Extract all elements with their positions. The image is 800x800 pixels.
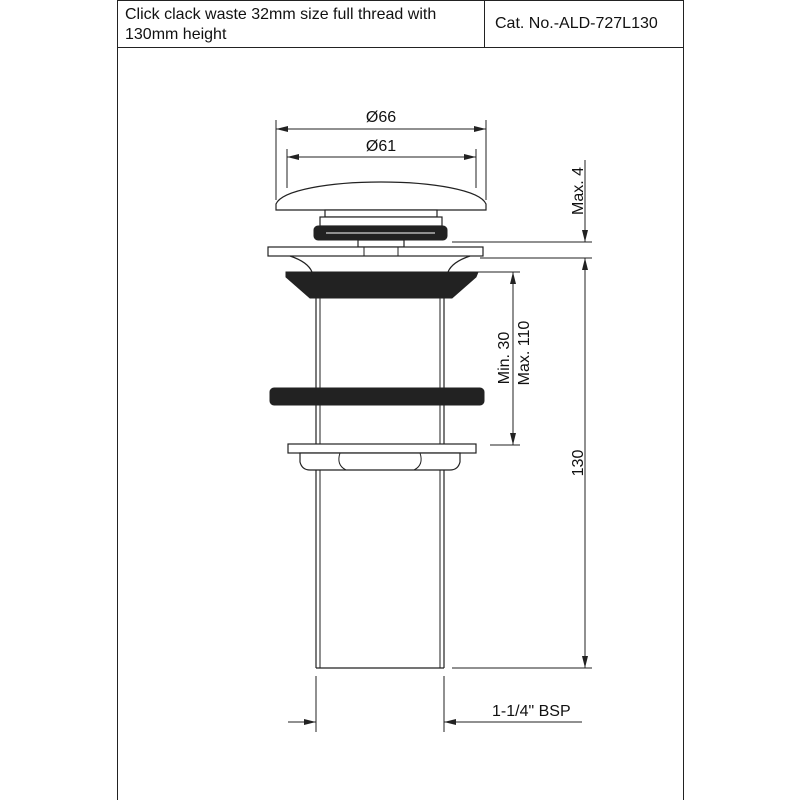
cap-neck (325, 210, 437, 217)
arrowhead-id-left (287, 154, 299, 160)
arrowhead-od-left (276, 126, 288, 132)
arrowhead-clamp-bottom (510, 433, 516, 445)
cap-collar (320, 217, 442, 226)
flange-plate (268, 247, 483, 256)
arrowhead-clamp-top (510, 272, 516, 284)
label-clamp-max: Max. 110 (516, 320, 533, 386)
flange-gasket (286, 272, 478, 298)
product-title-line-2: 130mm height (125, 26, 227, 43)
lock-nut (300, 453, 460, 470)
arrowhead-cap-gap (582, 230, 588, 242)
arrowhead-height-bottom (582, 656, 588, 668)
arrowhead-thread-left (304, 719, 316, 725)
label-clamp-min: Min. 30 (496, 331, 513, 385)
label-cap-gap: Max. 4 (570, 166, 587, 216)
dimension-thread (288, 676, 582, 732)
plug-stem (358, 240, 404, 247)
arrowhead-thread-right (444, 719, 456, 725)
arrowhead-id-right (464, 154, 476, 160)
label-thread-size: 1-1/4" BSP (492, 703, 571, 720)
arrowhead-od-right (474, 126, 486, 132)
dimension-inner-diameter (287, 138, 476, 188)
label-outer-diameter: Ø66 (365, 109, 397, 126)
dimension-height (452, 258, 592, 668)
click-cap (276, 182, 486, 210)
dimension-clamping-range (478, 272, 533, 445)
flange-taper-left (290, 256, 312, 272)
label-inner-diameter: Ø61 (365, 138, 397, 155)
catalog-number: Cat. No.-ALD-727L130 (495, 15, 658, 32)
lower-rubber-washer (270, 388, 484, 405)
label-height: 130 (570, 449, 587, 477)
arrowhead-height-top (582, 258, 588, 270)
flange-taper-right (448, 256, 470, 272)
backing-plate (288, 444, 476, 453)
waste-assembly (268, 182, 486, 668)
product-title-line-1: Click clack waste 32mm size full thread with (125, 6, 437, 23)
